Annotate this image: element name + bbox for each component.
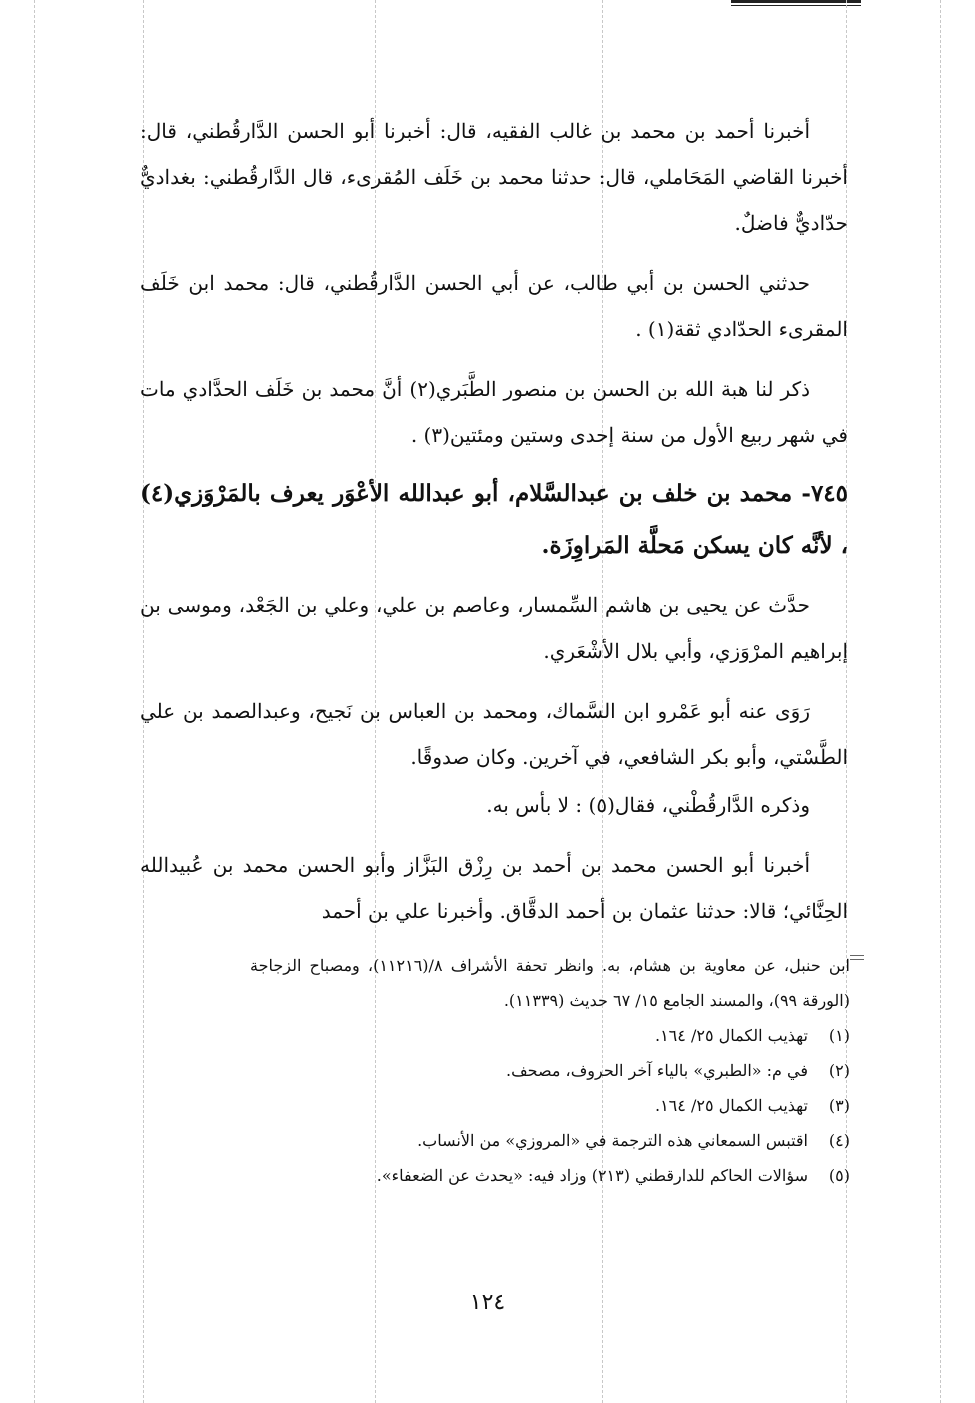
footnote-number: (٥) (828, 1166, 850, 1185)
footnote-text: سؤالات الحاكم للدارقطني (٢١٣) وزاد فيه: «يحدث عن الضعفاء». (376, 1166, 808, 1185)
footnote-number: (٤) (828, 1131, 850, 1150)
header-rule (731, 0, 861, 3)
scan-guide-line (940, 0, 941, 1403)
paragraph-6: وذكره الدَّارقُطْني، فقال(٥) : لا بأس به. (486, 793, 810, 817)
footnote-number: (٢) (828, 1061, 850, 1080)
footnote-number: (٣) (828, 1096, 850, 1115)
footnote-continuation-mark (850, 955, 864, 963)
page-number: ١٢٤ (469, 1290, 506, 1315)
footnote-item (250, 1088, 850, 1123)
footnote-item (250, 1053, 850, 1088)
footnote-text: اقتبس السمعاني هذه الترجمة في «المروزي» من الأنساب. (417, 1131, 808, 1150)
footnote-item (250, 1123, 850, 1158)
footnote-text: تهذيب الكمال ٢٥/ ١٦٤. (654, 1026, 808, 1045)
footnote-item (250, 1158, 850, 1193)
footnote-number: (١) (828, 1026, 850, 1045)
main-text (140, 108, 848, 934)
paragraph-4: حدَّث عن يحيى بن هاشم السِّمسار، وعاصم بن علي، وعلي بن الجَعْد، وموسى بن إبراهيم المرْوَزي، وأبي بلال الأشْعَري. (140, 593, 848, 663)
footnotes (250, 948, 850, 1193)
footnote-text: في م: «الطبري» بالياء آخر الحروف، مصحف. (506, 1061, 808, 1080)
footnote-text: تهذيب الكمال ٢٥/ ١٦٤. (654, 1096, 808, 1115)
entry-heading: ٧٤٥- محمد بن خلف بن عبدالسَّلام، أبو عبدالله الأعْوَر يعرف بالمَرْوَزي(٤) ، لأنَّه كان يسكن مَحلَّة المَراوِزَة. (140, 480, 848, 559)
paragraph-7: أخبرنا أبو الحسن محمد بن أحمد بن رِزْق البَزَّاز وأبو الحسن محمد بن عُبيدالله الحِنَّائي؛ قالا: حدثنا عثمان بن أحمد الدقَّاق. وأخبرنا علي بن أحمد (140, 853, 848, 923)
paragraph-5: رَوَى عنه أبو عَمْرو ابن السَّماك، ومحمد بن العباس بن نَجيح، وعبدالصمد بن علي الطَّسْتي، وأبو بكر الشافعي، في آخرين. وكان صدوقًا. (140, 699, 848, 769)
paragraph-2: حدثني الحسن بن أبي طالب، عن أبي الحسن الدَّارقُطني، قال: محمد ابن خَلَف المقرىء الحدّادي ثقة(١) . (140, 271, 848, 341)
footnote-item (250, 1018, 850, 1053)
header-rule-thin (731, 5, 861, 6)
paragraph-3: ذكر لنا هبة الله بن الحسن بن منصور الطَّبَري(٢) أنَّ محمد بن خَلَف الحدَّادي مات في شهر ربيع الأول من سنة إحدى وستين ومئتين(٣) . (140, 377, 848, 447)
paragraph-1: أخبرنا أحمد بن محمد بن غالب الفقيه، قال: أخبرنا أبو الحسن الدَّارقُطني، قال: أخبرنا القاضي المَحَاملي، قال: حدثنا محمد بن خَلَف المُقرىء، قال الدَّارقُطني: بغداديٌّ حدّاديٌّ فاضلٌ. (140, 119, 848, 235)
scan-guide-line (34, 0, 35, 1403)
footnote-continuation: ابن حنبل، عن معاوية بن هشام، به. وانظر تحفة الأشراف ٨/(١١٢١٦)، ومصباح الزجاجة (الورقة ٩٩)، والمسند الجامع ١٥/ ٦٧ حديث (١١٣٣٩). (250, 956, 850, 1010)
